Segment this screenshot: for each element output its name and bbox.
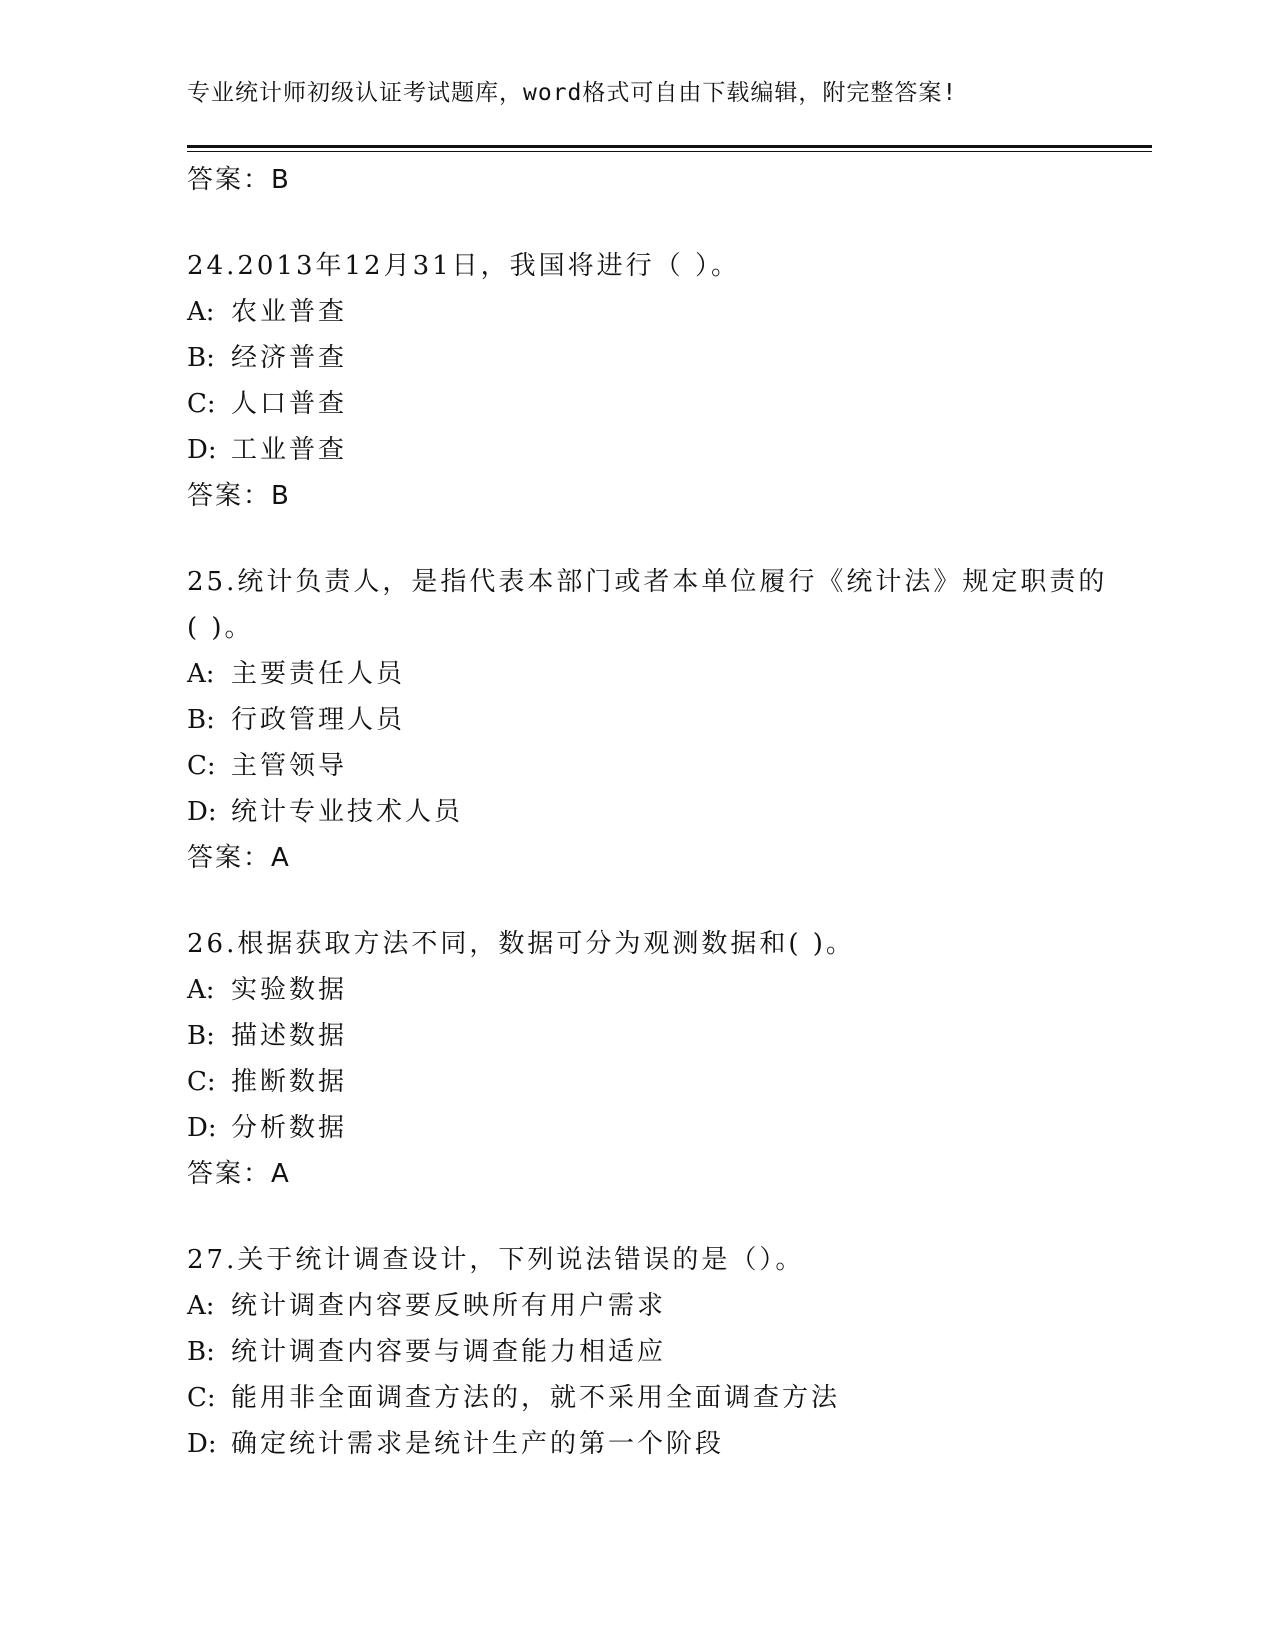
option-text: 统计调查内容要反映所有用户需求 (231, 1291, 667, 1321)
option-text: 统计专业技术人员 (231, 797, 464, 827)
option-a (187, 651, 1117, 697)
answer-label: 答案： (187, 1159, 272, 1189)
option-d (187, 1421, 1117, 1467)
option-c (187, 1059, 1117, 1105)
option-key: A: (187, 975, 215, 1005)
option-text: 实验数据 (231, 975, 348, 1005)
option-text: 主要责任人员 (231, 659, 406, 689)
option-text: 统计调查内容要与调查能力相适应 (231, 1337, 667, 1367)
option-b (187, 335, 1117, 381)
option-key: C: (187, 1067, 216, 1097)
option-key: B: (187, 1337, 215, 1367)
spacer (187, 203, 1117, 243)
option-key: A: (187, 659, 215, 689)
spacer (187, 881, 1117, 921)
answer-value: B (271, 481, 289, 511)
option-text: 农业普查 (231, 297, 348, 327)
question-block (187, 243, 1117, 519)
question-block (187, 921, 1117, 1197)
question-stem: 24.2013年12月31日，我国将进行（ ）。 (187, 251, 740, 281)
page-header: 专业统计师初级认证考试题库，word格式可自由下载编辑，附完整答案! (187, 80, 958, 106)
answer-line (187, 835, 1117, 881)
answer-value: A (271, 843, 289, 873)
spacer (187, 519, 1117, 559)
question-block (187, 559, 1117, 881)
option-key: B: (187, 1021, 215, 1051)
option-c (187, 743, 1117, 789)
option-c (187, 381, 1117, 427)
option-text: 主管领导 (231, 751, 348, 781)
answer-value: B (271, 165, 289, 195)
option-key: A: (187, 1291, 215, 1321)
option-key: C: (187, 751, 216, 781)
option-text: 人口普查 (231, 389, 348, 419)
option-d (187, 427, 1117, 473)
option-text: 确定统计需求是统计生产的第一个阶段 (231, 1429, 725, 1459)
option-key: D: (187, 797, 217, 827)
spacer (187, 1197, 1117, 1237)
answer-line (187, 1151, 1117, 1197)
option-c (187, 1375, 1117, 1421)
option-a (187, 1283, 1117, 1329)
option-d (187, 1105, 1117, 1151)
option-a (187, 289, 1117, 335)
option-key: B: (187, 343, 215, 373)
answer-line (187, 157, 1117, 203)
option-a (187, 967, 1117, 1013)
option-text: 工业普查 (231, 435, 348, 465)
answer-label: 答案： (187, 165, 272, 195)
option-text: 能用非全面调查方法的，就不采用全面调查方法 (231, 1383, 841, 1413)
option-text: 经济普查 (231, 343, 348, 373)
header-rule-thin (187, 151, 1152, 152)
option-b (187, 1329, 1117, 1375)
option-key: A: (187, 297, 215, 327)
question-stem: 27.关于统计调查设计，下列说法错误的是（）。 (187, 1245, 805, 1275)
option-key: B: (187, 705, 215, 735)
question-stem: 25.统计负责人，是指代表本部门或者本单位履行《统计法》规定职责的( )。 (187, 567, 1108, 643)
option-key: C: (187, 1383, 216, 1413)
question-block (187, 1237, 1117, 1467)
answer-value: A (271, 1159, 289, 1189)
option-b (187, 697, 1117, 743)
option-text: 描述数据 (231, 1021, 348, 1051)
option-text: 行政管理人员 (231, 705, 406, 735)
option-key: D: (187, 1113, 217, 1143)
option-d (187, 789, 1117, 835)
option-text: 推断数据 (231, 1067, 348, 1097)
option-text: 分析数据 (231, 1113, 348, 1143)
answer-label: 答案： (187, 843, 272, 873)
option-key: D: (187, 435, 217, 465)
option-b (187, 1013, 1117, 1059)
question-list (187, 157, 1117, 1467)
option-key: C: (187, 389, 216, 419)
answer-label: 答案： (187, 481, 272, 511)
header-rule-thick (187, 145, 1152, 148)
option-key: D: (187, 1429, 217, 1459)
answer-line (187, 473, 1117, 519)
question-stem: 26.根据获取方法不同，数据可分为观测数据和( )。 (187, 929, 855, 959)
